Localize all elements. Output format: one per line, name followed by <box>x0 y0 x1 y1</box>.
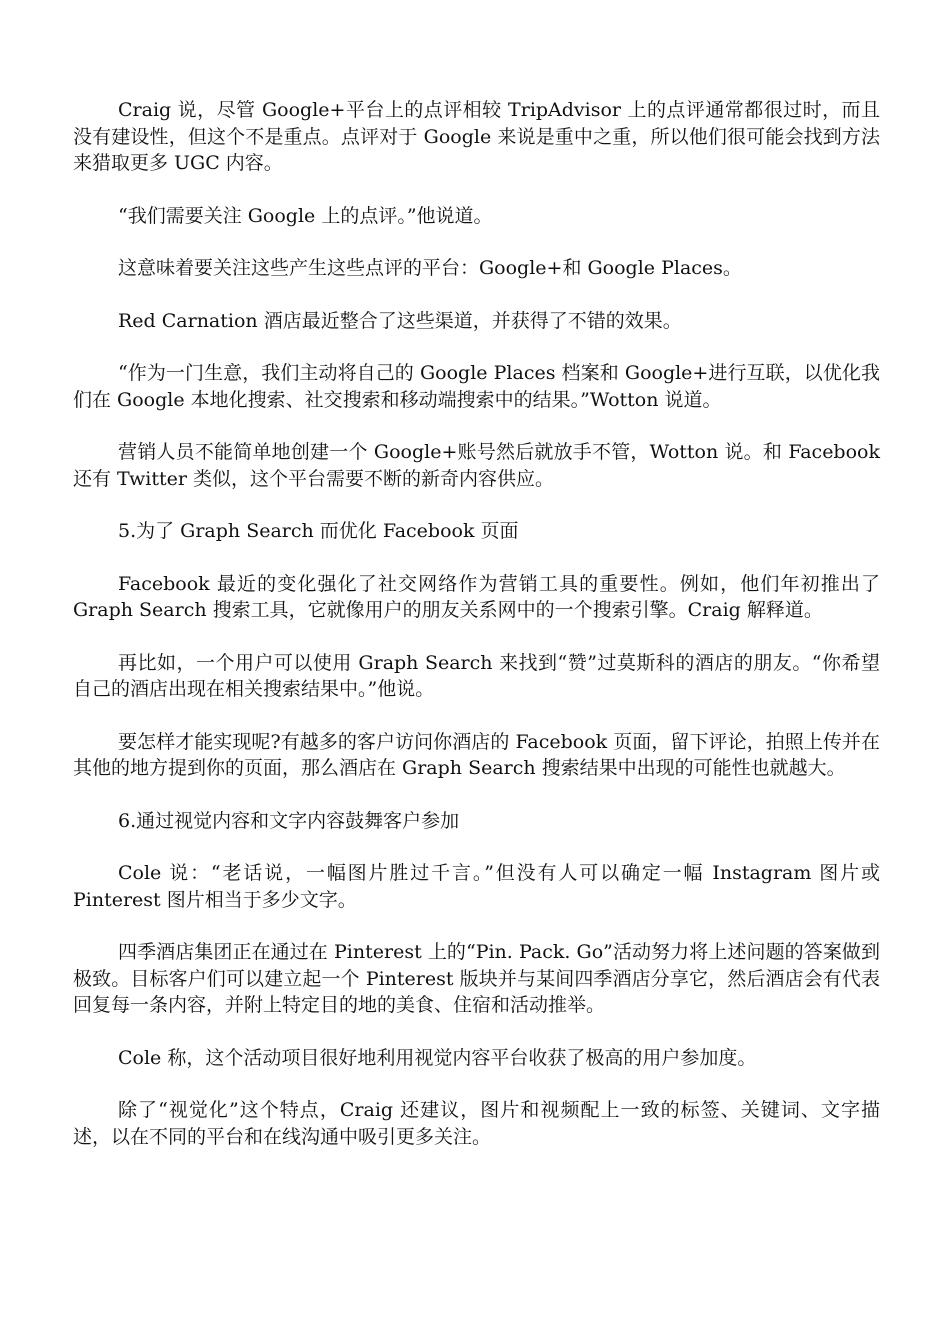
paragraph-four-seasons: 四季酒店集团正在通过在 Pinterest 上的“Pin. Pack. Go”活动努力将上述问题的答案做到极致。目标客户们可以建立起一个 Pinterest 版块并与某间四季酒店分享它，然后酒店会有代表回复每一条内容，并附上特定目的地的美食、住宿和活动推举。 <box>73 941 880 1016</box>
paragraph-google-reviews: Craig 说，尽管 Google+平台上的点评相较 TripAdvisor 上的点评通常都很过时，而且没有建设性，但这个不是重点。点评对于 Google 来说是重中之重，所以他们很可能会找到方法来猎取更多 UGC 内容。 <box>73 99 880 174</box>
paragraph-how-to: 要怎样才能实现呢?有越多的客户访问你酒店的 Facebook 页面，留下评论，拍照上传并在其他的地方提到你的页面，那么酒店在 Graph Search 搜索结果中出现的可能性也就越大。 <box>73 730 880 779</box>
paragraph-marketers: 营销人员不能简单地创建一个 Google+账号然后就放手不管，Wotton 说。和 Facebook 还有 Twitter 类似，这个平台需要不断的新奇内容供应。 <box>73 441 880 490</box>
section-heading-graph-search: 5.为了 Graph Search 而优化 Facebook 页面 <box>118 520 519 542</box>
paragraph-craig-advice: 除了“视觉化”这个特点，Craig 还建议，图片和视频配上一致的标签、关键词、文字描述，以在不同的平台和在线沟通中吸引更多关注。 <box>73 1099 880 1148</box>
paragraph-platforms: 这意味着要关注这些产生这些点评的平台：Google+和 Google Places。 <box>118 257 742 279</box>
paragraph-red-carnation: Red Carnation 酒店最近整合了这些渠道，并获得了不错的效果。 <box>118 309 682 332</box>
section-heading-visual-content: 6.通过视觉内容和文字内容鼓舞客户参加 <box>118 809 460 832</box>
document-page <box>73 97 880 1176</box>
paragraph-cole-engagement: Cole 称，这个活动项目很好地利用视觉内容平台收获了极高的用户参加度。 <box>118 1046 757 1069</box>
paragraph-wotton-quote: “作为一门生意，我们主动将自己的 Google Places 档案和 Google+进行互联，以优化我们在 Google 本地化搜索、社交搜索和移动端搜索中的结果。”Wotton 说道。 <box>73 362 880 411</box>
paragraph-quote-google: “我们需要关注 Google 上的点评。”他说道。 <box>118 204 493 227</box>
paragraph-facebook-changes: Facebook 最近的变化强化了社交网络作为营销工具的重要性。例如，他们年初推出了 Graph Search 搜索工具，它就像用户的朋友关系网中的一个搜索引擎。Craig 解释道。 <box>73 572 880 621</box>
paragraph-cole-quote: Cole 说：“老话说，一幅图片胜过千言。”但没有人可以确定一幅 Instagram 图片或 Pinterest 图片相当于多少文字。 <box>73 862 880 911</box>
paragraph-moscow-example: 再比如，一个用户可以使用 Graph Search 来找到“赞”过莫斯科的酒店的朋友。“你希望自己的酒店出现在相关搜索结果中。”他说。 <box>73 651 880 700</box>
